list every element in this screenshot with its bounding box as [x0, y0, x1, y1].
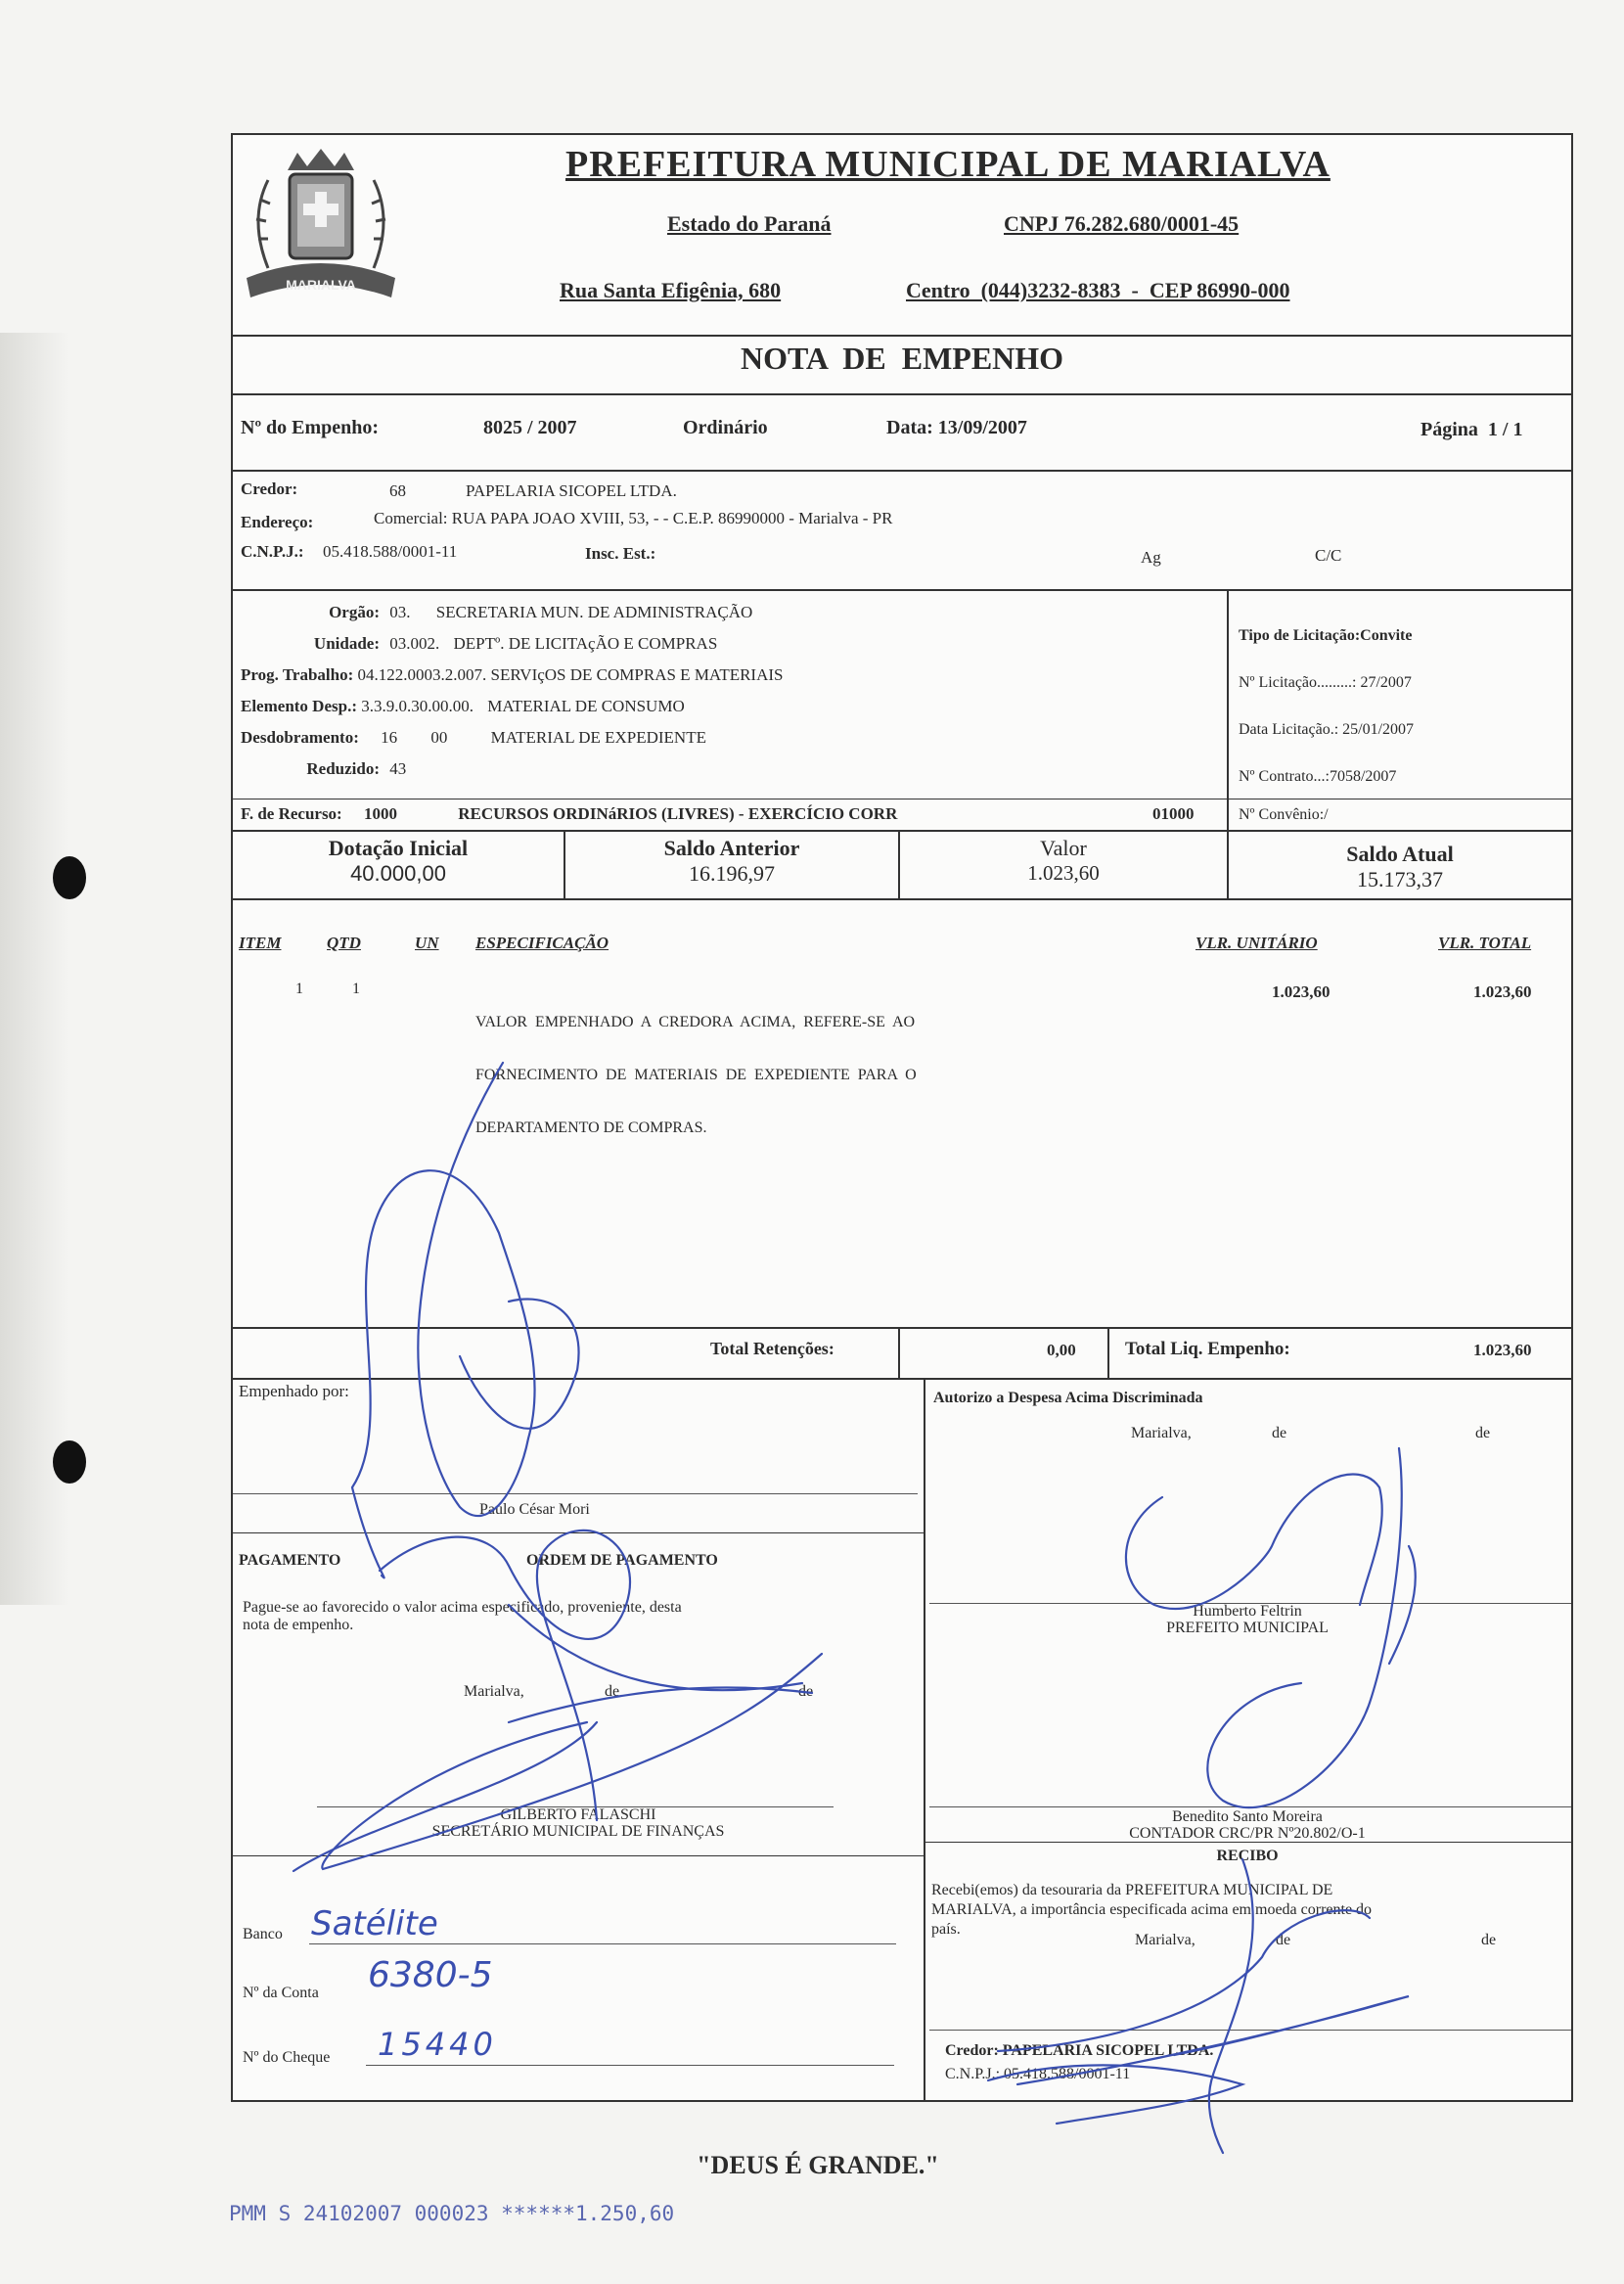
autorizo-label: Autorizo a Despesa Acima Discriminada [933, 1390, 1203, 1406]
unidade-label: Unidade: [313, 634, 380, 653]
cnpj-value: 05.418.588/0001-11 [323, 542, 458, 561]
recibo-de1: de [1276, 1932, 1291, 1948]
endereco-value: Comercial: RUA PAPA JOAO XVIII, 53, - - C.E.P. 86990000 - Marialva - PR [374, 509, 893, 527]
licitacao-convenio: Nº Convênio:/ [1239, 806, 1329, 823]
municipal-crest [239, 141, 403, 315]
licitacao-tipo: Tipo de Licitação:Convite [1239, 627, 1413, 644]
desd-value: 16 [381, 728, 398, 747]
conta-value: 6380-5 [368, 1955, 493, 1995]
recibo-credor-block [945, 2039, 1213, 2086]
fonte-desc: RECURSOS ORDINáRIOS (LIVRES) - EXERCÍCIO CORR [458, 804, 898, 823]
recibo-city: Marialva, [1135, 1932, 1195, 1948]
prefeito-name: Humberto Feltrin [1193, 1603, 1302, 1620]
unidade-desc: DEPTº. DE LICITAçÃO E COMPRAS [453, 634, 718, 653]
motto: "DEUS É GRANDE." [697, 2151, 939, 2179]
svg-text:MARIALVA: MARIALVA [286, 277, 356, 293]
desd-desc: MATERIAL DE EXPEDIENTE [490, 728, 706, 747]
licitacao-data: Data Licitação.: 25/01/2007 [1239, 721, 1415, 738]
balance-saldo-atual: Saldo Atual 15.173,37 [1346, 842, 1454, 891]
footer-code: PMM S 24102007 000023 ******1.250,60 [229, 2202, 675, 2225]
credor-code: 68 [389, 481, 406, 500]
item-qtd: 1 [352, 981, 360, 997]
recibo-text: Recebi(emos) da tesouraria da PREFEITURA MUNICIPAL DE MARIALVA, a importância especificada acima em moeda corrente do país. [931, 1882, 1373, 1938]
recibo-cnpj: C.N.P.J.: 05.418.588/0001-11 [945, 2066, 1131, 2082]
page-number: Página 1 / 1 [1421, 419, 1523, 440]
prog-desc: SERVIçOS DE COMPRAS E MATERIAIS [490, 665, 784, 684]
cheque-label: Nº do Cheque [243, 2049, 331, 2066]
pagamento-city: Marialva, [464, 1683, 524, 1700]
orgao-label: Orgão: [329, 603, 380, 621]
orgao-desc: SECRETARIA MUN. DE ADMINISTRAÇÃO [435, 603, 753, 621]
reduzido-value: 43 [389, 759, 407, 778]
reduzido-label: Reduzido: [306, 759, 380, 778]
punch-hole [53, 856, 86, 899]
recibo-credor: Credor: PAPELARIA SICOPEL LTDA. [945, 2042, 1214, 2059]
nota-de-empenho-form [231, 133, 1573, 2102]
fonte-value: 1000 [363, 804, 397, 823]
contador-role: CONTADOR CRC/PR Nº20.802/O-1 [1129, 1825, 1366, 1842]
pagamento-label: PAGAMENTO [239, 1552, 341, 1569]
licitacao-block [1239, 613, 1414, 800]
col-unit-value: VLR. UNITÁRIO [1195, 934, 1318, 952]
elem-label: Elemento Desp.: [241, 697, 357, 715]
elem-desc: MATERIAL DE CONSUMO [487, 697, 685, 715]
banco-label: Banco [243, 1926, 283, 1942]
licitacao-contrato: Nº Contrato...:7058/2007 [1239, 768, 1397, 785]
empenho-type: Ordinário [683, 417, 768, 438]
col-un: UN [415, 934, 439, 952]
col-item: ITEM [239, 934, 282, 952]
retencoes-label: Total Retenções: [710, 1339, 835, 1358]
ag-label: Ag [1141, 548, 1161, 567]
budget-block [241, 597, 784, 785]
cnpj-label: C.N.P.J.: [241, 542, 304, 561]
empenho-number: 8025 / 2007 [483, 417, 577, 438]
contador-name: Benedito Santo Moreira [1172, 1808, 1323, 1825]
state-name: Estado do Paraná [667, 211, 832, 236]
item-unit-value: 1.023,60 [1272, 982, 1331, 1001]
banco-value: Satélite [311, 1904, 438, 1943]
cc-label: C/C [1315, 546, 1342, 565]
balance-dotacao: Dotação Inicial 40.000,00 [328, 836, 469, 886]
autorizo-city: Marialva, [1131, 1425, 1192, 1441]
endereco-label: Endereço: [241, 513, 314, 531]
prog-value: 04.122.0003.2.007. [357, 665, 487, 684]
contador-signature-block [924, 1808, 1571, 1842]
desd-sub: 00 [430, 728, 448, 747]
empenhado-name: Paulo César Mori [479, 1501, 590, 1518]
balance-saldo-anterior: Saldo Anterior 16.196,97 [663, 836, 800, 886]
prog-label: Prog. Trabalho: [241, 665, 354, 684]
autorizo-de1: de [1272, 1425, 1287, 1441]
secretario-role: SECRETÁRIO MUNICIPAL DE FINANÇAS [431, 1823, 725, 1840]
fonte-code: 01000 [1152, 804, 1195, 823]
recibo-label: RECIBO [1216, 1848, 1279, 1864]
conta-label: Nº da Conta [243, 1985, 319, 2001]
secretario-name: GILBERTO FALASCHI [500, 1806, 656, 1823]
desd-label: Desdobramento: [241, 728, 359, 747]
secretario-signature-block [233, 1806, 924, 1840]
pagamento-text: Pague-se ao favorecido o valor acima especificado, proveniente, desta nota de empenho. [243, 1599, 682, 1633]
ordem-label: ORDEM DE PAGAMENTO [526, 1552, 718, 1569]
phone-cep: Centro (044)3232-8383 - CEP 86990-000 [906, 278, 1290, 302]
punch-hole [53, 1440, 86, 1484]
document-title: NOTA DE EMPENHO [740, 341, 1064, 376]
recibo-de2: de [1481, 1932, 1497, 1948]
liquido-label: Total Liq. Empenho: [1125, 1339, 1290, 1359]
unidade-value: 03.002. [389, 634, 440, 653]
col-qtd: QTD [327, 934, 361, 952]
fonte-row [241, 804, 1219, 824]
pagamento-de1: de [605, 1683, 620, 1700]
credor-name: PAPELARIA SICOPEL LTDA. [466, 481, 677, 500]
prefeito-role: PREFEITO MUNICIPAL [1166, 1620, 1329, 1636]
elem-value: 3.3.9.0.30.00.00. [361, 697, 474, 715]
page-title: PREFEITURA MUNICIPAL DE MARIALVA [565, 144, 1331, 185]
col-total-value: VLR. TOTAL [1438, 934, 1532, 952]
item-total-value: 1.023,60 [1473, 982, 1532, 1001]
liquido-value: 1.023,60 [1473, 1341, 1532, 1359]
cheque-value: 15440 [378, 2026, 497, 2063]
licitacao-numero: Nº Licitação.........: 27/2007 [1239, 674, 1412, 691]
fonte-label: F. de Recurso: [241, 804, 342, 823]
credor-label: Credor: [241, 480, 298, 498]
prefeito-signature-block [924, 1603, 1571, 1636]
empenho-date: Data: 13/09/2007 [886, 417, 1027, 438]
balance-valor: Valor 1.023,60 [1027, 836, 1100, 885]
retencoes-value: 0,00 [1047, 1341, 1076, 1359]
item-spec: VALOR EMPENHADO A CREDORA ACIMA, REFERE-SE AO FORNECIMENTO DE MATERIAIS DE EXPEDIENTE PARA O DEPARTAMENTO DE COMPRAS. [475, 1014, 917, 1136]
item-number: 1 [295, 981, 303, 997]
col-spec: ESPECIFICAÇÃO [475, 934, 609, 952]
pagamento-de2: de [798, 1683, 814, 1700]
address: Rua Santa Efigênia, 680 [560, 278, 782, 302]
empenho-label: Nº do Empenho: [241, 417, 380, 438]
cnpj-prefeitura: CNPJ 76.282.680/0001-45 [1004, 211, 1240, 236]
autorizo-de2: de [1475, 1425, 1491, 1441]
insc-label: Insc. Est.: [585, 544, 656, 563]
orgao-value: 03. [389, 603, 411, 621]
scan-shadow [0, 333, 68, 1605]
empenhado-label: Empenhado por: [239, 1382, 349, 1400]
